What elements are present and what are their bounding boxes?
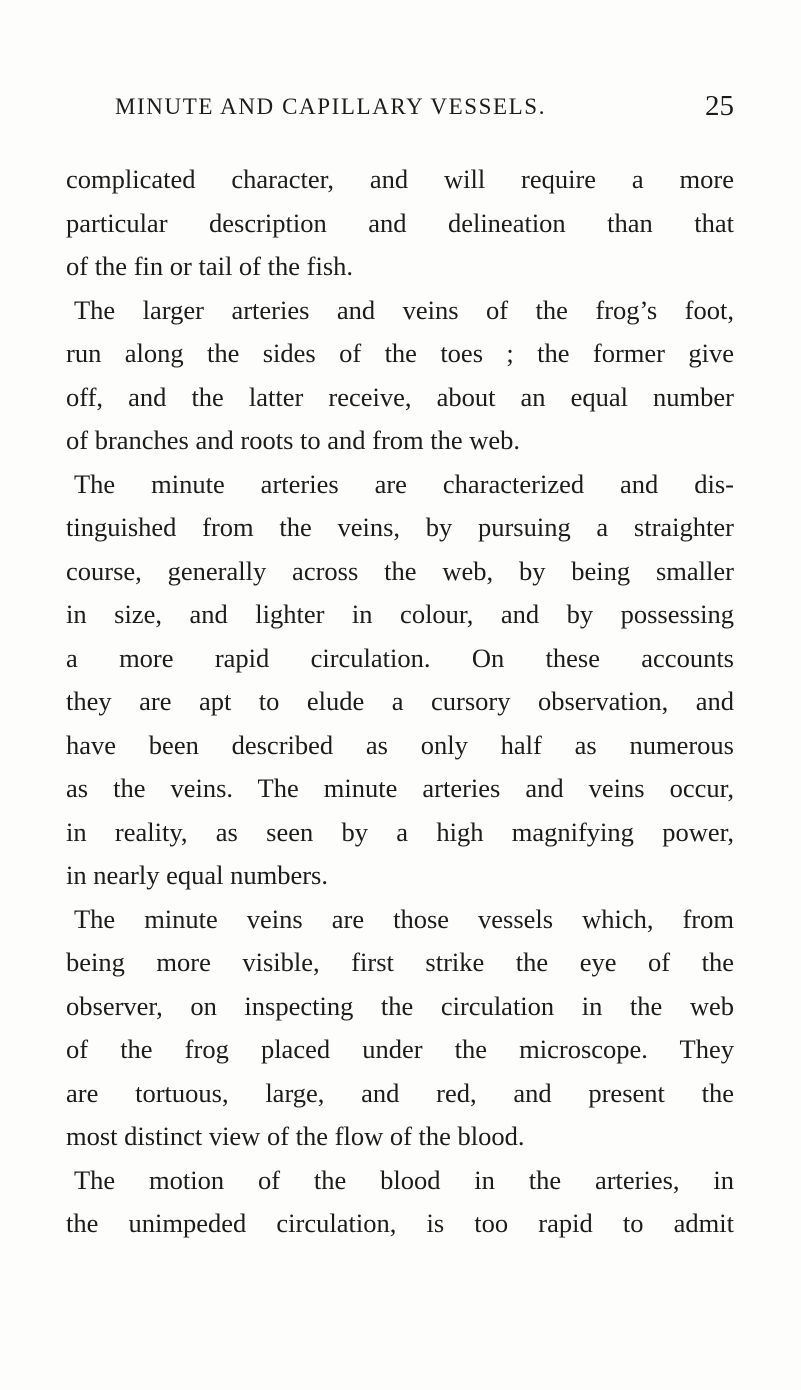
text-line: most distinct view of the flow of the blood. <box>66 1121 525 1151</box>
text-line: The minute veins are those vessels which, from <box>74 903 734 934</box>
text-line: The minute arteries are characterized and dis- <box>74 468 734 499</box>
text-line: as the veins. The minute arteries and veins occur, <box>66 773 734 803</box>
text-line: The larger arteries and veins of the frog’s foot, <box>74 294 734 325</box>
text-line: the unimpeded circulation, is too rapid to admit <box>66 1208 734 1238</box>
text-line: course, generally across the web, by being smaller <box>66 555 734 586</box>
text-line: of branches and roots to and from the web. <box>66 425 521 455</box>
page-number: 25 <box>705 90 734 122</box>
text-line: off, and the latter receive, about an equal number <box>66 381 734 412</box>
text-line: they are apt to elude a cursory observation, and <box>66 686 734 716</box>
text-line: are tortuous, large, and red, and present the <box>66 1077 734 1108</box>
running-head-title: MINUTE AND CAPILLARY VESSELS. <box>115 94 547 119</box>
text-line: particular description and delineation than that <box>66 207 734 238</box>
text-line: a more rapid circulation. On these accounts <box>66 642 734 673</box>
text-line: observer, on inspecting the circulation in the web <box>66 990 734 1021</box>
text-line: in reality, as seen by a high magnifying power, <box>66 816 734 847</box>
text-line: of the frog placed under the microscope. They <box>66 1034 734 1064</box>
text-line: run along the sides of the toes ; the former give <box>66 338 734 368</box>
text-line: in nearly equal numbers. <box>66 860 328 890</box>
text-line: being more visible, first strike the eye of the <box>66 947 734 977</box>
text-line: The motion of the blood in the arteries, in <box>74 1164 734 1195</box>
text-line: tinguished from the veins, by pursuing a straighter <box>66 512 734 542</box>
text-line: in size, and lighter in colour, and by possessing <box>66 599 734 629</box>
text-line: complicated character, and will require a more <box>66 164 734 194</box>
running-head <box>66 90 734 130</box>
body-text <box>66 158 734 1246</box>
text-line: have been described as only half as numerous <box>66 729 734 760</box>
text-line: of the fin or tail of the fish. <box>66 251 354 281</box>
